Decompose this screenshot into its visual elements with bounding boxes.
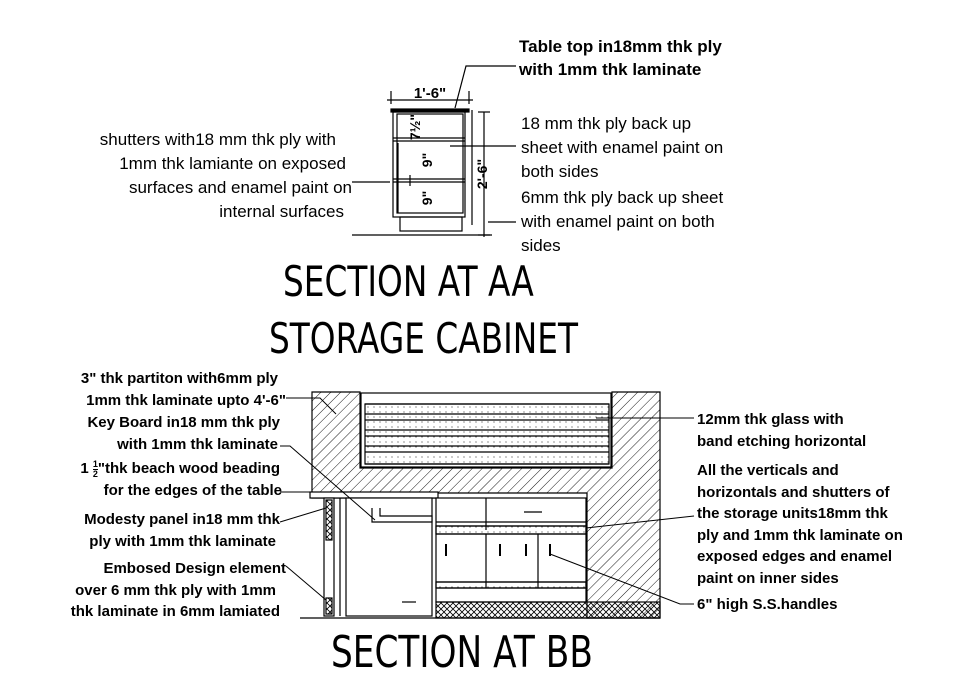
callout-line: 6mm thk ply back up sheet — [521, 188, 724, 207]
callout-line: ply and 1mm thk laminate on — [697, 526, 903, 544]
callout-line: horizontals and shutters of — [697, 483, 890, 501]
callout-line: the storage units18mm thk — [697, 505, 888, 522]
callout-line: 18 mm thk ply back up — [521, 114, 692, 133]
callout-back-up-18mm — [521, 112, 723, 184]
callout-shutters — [40, 128, 352, 224]
callout-line: Key Board in18 mm thk ply — [87, 414, 280, 431]
callout-handles: 6" high S.S.handles — [697, 596, 838, 613]
callout-verticals — [697, 460, 903, 589]
callout-line: Modesty panel in18 mm thk — [84, 511, 280, 528]
callout-line: both sides — [521, 162, 599, 181]
callout-line: Embosed Design element — [103, 560, 286, 577]
callout-line: over 6 mm thk ply with 1mm — [75, 581, 276, 599]
callout-line: sheet with enamel paint on — [521, 138, 724, 157]
callout-embossed — [40, 558, 286, 623]
callout-table-top — [519, 35, 722, 81]
section-bb-title: SECTION AT BB — [331, 627, 593, 678]
beading-whole: 1 — [80, 460, 89, 477]
dim-shelf-2: 9" — [419, 190, 435, 206]
dim-height: 2'-6" — [474, 158, 490, 190]
dim-top-gap: 7½" — [407, 113, 423, 141]
callout-line: exposed edges and enamel — [697, 548, 893, 565]
callout-line: internal surfaces — [219, 202, 344, 221]
dim-shelf-1: 9" — [419, 152, 435, 168]
callout-line: 12mm thk glass with — [697, 411, 844, 428]
callout-key-board — [40, 412, 280, 455]
callout-line: ply with 1mm thk laminate — [89, 532, 276, 550]
beading-frac-den: 2 — [92, 468, 98, 479]
callout-line: with 1mm thk laminate — [519, 60, 702, 79]
callout-line: sides — [521, 236, 561, 255]
callout-line: paint on inner sides — [697, 569, 839, 587]
callout-line: All the verticals and — [697, 462, 839, 479]
callout-line: shutters with18 mm thk ply with — [99, 130, 336, 149]
callout-line: with 1mm thk laminate — [117, 435, 278, 453]
callout-modesty-panel — [40, 509, 280, 552]
callout-line: for the edges of the table — [103, 481, 282, 499]
beading-frac-num: 1 — [92, 458, 98, 469]
callout-line: band etching horizontal — [697, 432, 867, 450]
callout-line: thk laminate in 6mm lamiated — [70, 603, 280, 620]
callout-line — [40, 458, 282, 480]
callout-beading — [40, 458, 282, 501]
section-bb-drawing — [300, 392, 660, 618]
callout-line: 1mm thk lamiante on exposed — [119, 154, 346, 173]
callout-back-up-6mm — [521, 186, 723, 258]
callout-line: Table top in18mm thk ply — [519, 37, 722, 56]
callout-line: surfaces and enamel paint on — [128, 178, 352, 197]
callout-partition — [40, 368, 286, 411]
beading-rest: "thk beach wood beading — [97, 460, 280, 477]
callout-line: 3" thk partiton with6mm ply — [80, 370, 278, 387]
dim-width: 1'-6" — [413, 85, 447, 102]
section-aa-title: SECTION AT AA — [283, 257, 534, 306]
callout-glass — [697, 409, 866, 452]
callout-line: with enamel paint on both — [521, 212, 715, 231]
section-aa-subtitle: STORAGE CABINET — [269, 314, 579, 363]
callout-line: 1mm thk laminate upto 4'-6" — [86, 391, 286, 409]
